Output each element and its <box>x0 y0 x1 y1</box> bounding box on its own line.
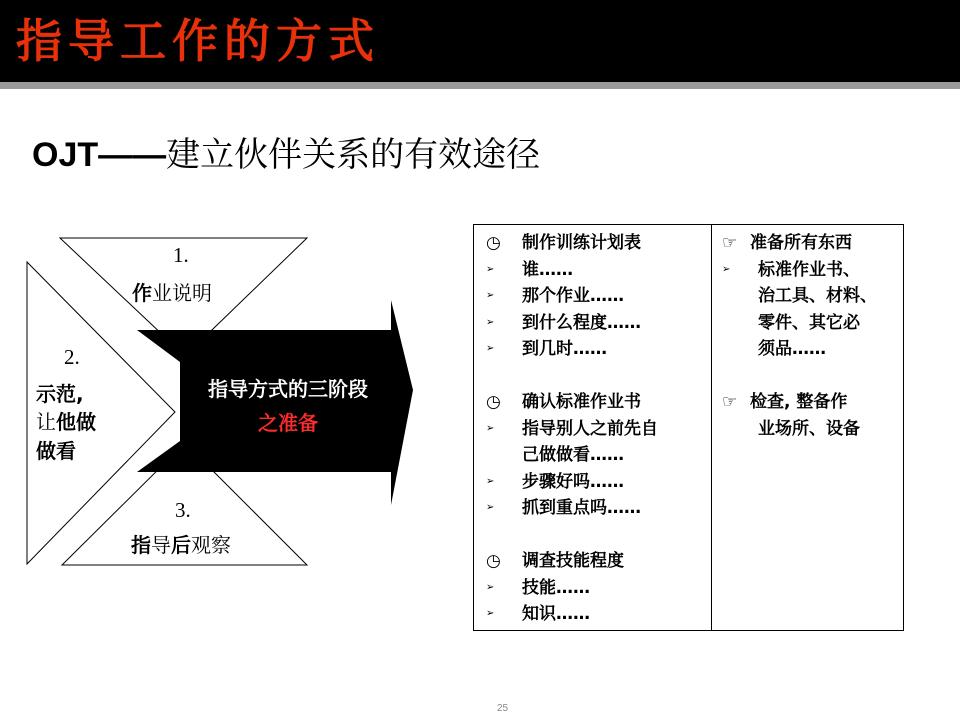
list-item-text: 零件、其它必 <box>758 312 860 333</box>
pointing-hand-icon: ☞ <box>722 392 738 412</box>
arrow-bullet-icon: ➢ <box>486 502 495 513</box>
step3-label <box>131 531 231 559</box>
arrow-bullet-icon: ➢ <box>486 422 495 434</box>
step3-label-part: 观察 <box>191 533 231 557</box>
list-item-continuation <box>486 442 708 469</box>
arrow-text-line2: 之准备 <box>258 411 318 435</box>
table-left-column <box>486 230 708 628</box>
arrow-center-text <box>168 372 408 440</box>
list-item-text: 知识…… <box>522 604 590 624</box>
step2-line2 <box>36 408 96 436</box>
arrow-bullet-icon: ➢ <box>486 316 495 328</box>
step2-line2-part: 让 <box>36 410 56 434</box>
list-item-text: 须品…… <box>758 339 826 359</box>
pointing-hand-icon: ☞ <box>722 233 738 253</box>
section-head-text: 调查技能程度 <box>522 551 624 571</box>
list-item <box>486 257 708 284</box>
section-head-text: 制作训练计划表 <box>522 233 641 253</box>
list-item-text: 到几时…… <box>522 339 607 359</box>
arrow-text-line1: 指导方式的三阶段 <box>208 377 368 401</box>
list-item-text: 那个作业…… <box>522 286 624 306</box>
section-head-text: 准备所有东西 <box>750 233 852 253</box>
spacer <box>722 363 902 390</box>
step3-number: 3. <box>175 498 191 522</box>
list-item-continuation <box>722 283 902 310</box>
list-item-text: 步骤好吗…… <box>522 471 624 492</box>
list-item-text: 谁…… <box>522 259 573 280</box>
list-section-head <box>486 230 708 257</box>
clock-icon: ◷ <box>486 392 501 412</box>
arrow-bullet-icon: ➢ <box>486 343 495 354</box>
section-head-text: 确认标准作业书 <box>522 392 641 412</box>
list-item-continuation <box>722 310 902 337</box>
step2-number: 2. <box>64 345 80 369</box>
list-item-text: 指导别人之前先自 <box>522 418 658 439</box>
list-section-head <box>486 548 708 575</box>
list-item <box>486 283 708 310</box>
arrow-bullet-icon: ➢ <box>486 263 495 275</box>
spacer <box>486 522 708 549</box>
arrow-bullet-icon: ➢ <box>486 290 495 301</box>
list-section-head <box>722 230 902 257</box>
list-item <box>486 310 708 337</box>
subtitle-prefix: OJT—— <box>32 136 167 174</box>
step3-label-part: 导 <box>151 533 171 557</box>
step2-line2-part: 他做 <box>56 410 96 434</box>
step1-label <box>132 279 212 307</box>
list-item <box>486 469 708 496</box>
list-item-continuation <box>722 336 902 363</box>
list-item-text: 标准作业书、 <box>758 259 860 280</box>
table-divider <box>711 225 712 630</box>
subtitle-text: 建立伙伴关系的有效途径 <box>166 135 541 175</box>
slide-title: 指导工作的方式 <box>16 14 380 68</box>
step1-label-part: 说明 <box>172 281 212 305</box>
list-section-head <box>722 389 902 416</box>
step2-line3: 做看 <box>36 439 76 463</box>
arrow-bullet-icon: ➢ <box>486 581 495 593</box>
list-item-text: 己做做看…… <box>522 445 624 465</box>
preparation-table <box>473 224 904 631</box>
step3-label-part: 指 <box>131 533 151 557</box>
list-item-text: 技能…… <box>522 577 590 598</box>
section-head-text: 业场所、设备 <box>758 418 860 439</box>
step2-line1: 示范, <box>36 382 84 406</box>
arrow-bullet-icon: ➢ <box>486 475 495 487</box>
arrow-bullet-icon: ➢ <box>486 608 495 619</box>
table-right-column <box>722 230 902 442</box>
list-item-text: 到什么程度…… <box>522 312 641 333</box>
arrow-bullet-icon: ➢ <box>722 263 731 275</box>
list-item <box>486 416 708 443</box>
step1-number: 1. <box>173 243 189 267</box>
list-item <box>486 336 708 363</box>
list-section-head <box>486 389 708 416</box>
step1-label-part: 作 <box>132 281 152 305</box>
clock-icon: ◷ <box>486 551 501 571</box>
page-number: 25 <box>497 703 509 714</box>
step3-label-part: 后 <box>171 533 191 557</box>
clock-icon: ◷ <box>486 233 501 253</box>
spacer <box>486 363 708 390</box>
list-item <box>486 495 708 522</box>
list-item-text: 抓到重点吗…… <box>522 498 641 518</box>
step1-label-part: 业 <box>152 281 172 305</box>
list-item <box>486 601 708 628</box>
list-item <box>722 257 902 284</box>
list-item-text: 治工具、材料、 <box>758 286 877 306</box>
list-section-head-continuation <box>722 416 902 443</box>
section-head-text: 检查, 整备作 <box>750 392 848 412</box>
list-item <box>486 575 708 602</box>
